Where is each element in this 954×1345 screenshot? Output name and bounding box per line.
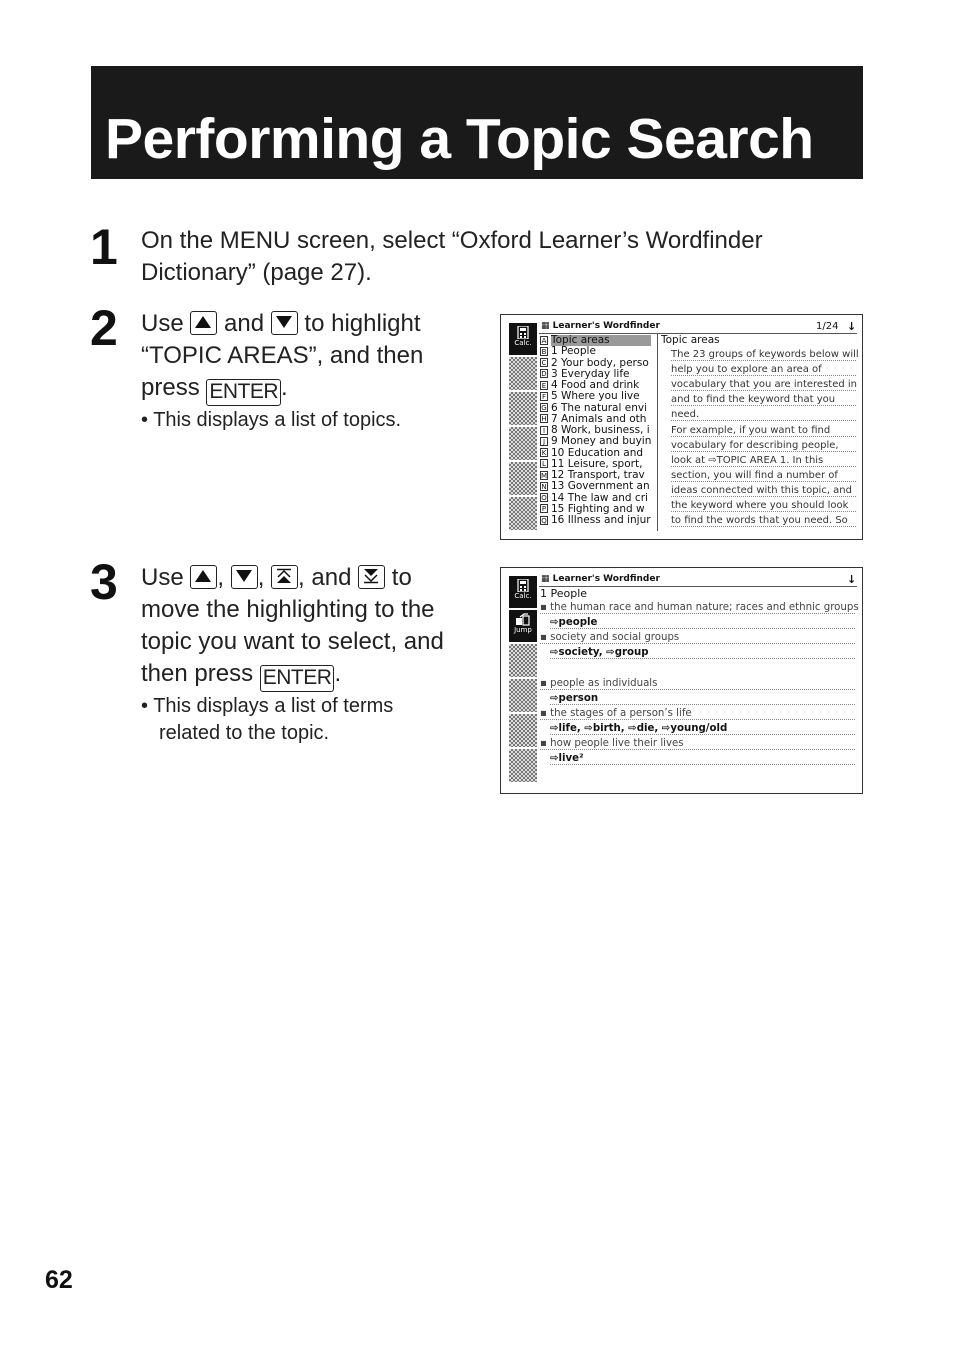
jump-icon[interactable]: [509, 610, 537, 642]
entry-keyword-link[interactable]: ⇨live²: [550, 753, 855, 765]
topic-list-label: 12 Transport, trav: [551, 469, 645, 481]
step-2-text: [141, 308, 423, 406]
shortcut-key-box: B: [541, 347, 547, 356]
shortcut-key-box: O: [541, 494, 547, 502]
entry-description: ▪ people as individuals: [540, 678, 855, 690]
right-pane-line: to find the words that you need. So: [671, 515, 856, 527]
shortcut-key-box: F: [541, 392, 547, 401]
step-3-bullet: [141, 693, 393, 747]
sidebar-pattern: [509, 462, 537, 495]
shortcut-key-box: E: [541, 381, 547, 390]
page-number: 62: [45, 1266, 73, 1294]
topic-list-label: 10 Education and: [551, 446, 644, 459]
topic-title: 1 People: [540, 587, 588, 600]
step-1-line-1: On the MENU screen, select “Oxford Learner’s Wordfinder: [141, 227, 763, 254]
enter-key-icon: ENTER: [260, 665, 335, 692]
shortcut-key-box: D: [541, 370, 547, 379]
title-bar: [91, 66, 863, 179]
step-2-use: Use: [141, 310, 184, 337]
shortcut-key-box: P: [541, 505, 547, 514]
page-title: Performing a Topic Search: [105, 107, 814, 171]
step-3-bullet-line-2: related to the topic.: [159, 722, 330, 744]
right-pane-line: and to find the keyword that you: [671, 394, 856, 406]
shortcut-key-box: I: [540, 426, 548, 435]
step-2-and: and: [224, 310, 265, 337]
sidebar-pattern: [509, 749, 537, 782]
sidebar-pattern: [509, 392, 537, 425]
step-3-number: 3: [90, 554, 118, 610]
shortcut-key-box: Q: [541, 516, 547, 525]
screen-topic-areas: [500, 314, 863, 540]
step-1-text: [141, 225, 763, 289]
down-arrow-key-icon: [231, 565, 258, 589]
topic-list-item[interactable]: [540, 515, 651, 526]
step-3-period: .: [334, 660, 342, 687]
down-arrow-key-icon: [271, 311, 298, 335]
sidebar-pattern: [509, 679, 537, 712]
shortcut-key-box: C: [541, 359, 547, 367]
screen-1-header: ▦ Learner's Wordfinder: [541, 321, 660, 331]
scroll-down-icon: ↓: [847, 573, 857, 586]
scroll-down-icon: ↓: [847, 320, 857, 333]
shortcut-key-box: J: [540, 437, 548, 446]
enter-key-icon: ENTER: [206, 379, 281, 406]
step-3-then-press: then press: [141, 660, 254, 687]
sidebar-pattern: [509, 714, 537, 747]
up-arrow-key-icon: [190, 311, 217, 335]
step-1-number: 1: [90, 219, 118, 275]
topic-list-label: Topic areas: [551, 335, 651, 346]
step-1-line-2: Dictionary” (page 27).: [141, 259, 372, 286]
step-2-press: press: [141, 374, 200, 401]
page-down-key-icon: [358, 565, 385, 589]
topic-list-label: 5 Where you live: [551, 390, 640, 403]
entry-description: ▪ how people live their lives: [540, 738, 855, 750]
shortcut-key-box: A: [541, 336, 547, 345]
step-2-number: 2: [90, 300, 118, 356]
right-pane-line: the keyword where you should look: [671, 500, 856, 512]
entry-description: ▪ the stages of a person’s life: [540, 708, 855, 720]
topic-list-label: 2 Your body, perso: [551, 356, 649, 369]
right-pane-title: Topic areas: [661, 334, 720, 346]
entry-keyword-link[interactable]: ⇨society, ⇨group: [550, 647, 855, 659]
step-3-to: to: [391, 564, 412, 591]
page-up-key-icon: [271, 565, 298, 589]
entry-keyword-link[interactable]: ⇨people: [550, 617, 855, 629]
topic-list-label: 6 The natural envi: [551, 401, 647, 414]
screen-topic-people: [500, 567, 863, 794]
shortcut-key-box: H: [541, 415, 547, 424]
topic-list-label: 15 Fighting and w: [551, 502, 645, 515]
step-3-bullet-line-1: • This displays a list of terms: [141, 695, 394, 717]
screen-2-sidebar: [509, 576, 537, 785]
calc-icon[interactable]: [509, 576, 537, 608]
right-pane-line: For example, if you want to find: [671, 425, 856, 437]
shortcut-key-box: L: [540, 459, 548, 468]
screen-1-sidebar: [509, 323, 537, 531]
right-pane-line: The 23 groups of keywords below will: [671, 349, 859, 360]
shortcut-key-box: N: [541, 482, 547, 491]
right-pane-line: help you to explore an area of: [671, 364, 856, 376]
topic-list-label: 14 The law and cri: [551, 491, 648, 504]
step-2-line-2: “TOPIC AREAS”, and then: [141, 342, 424, 369]
step-2-period: .: [281, 374, 288, 401]
step-3-comma: ,: [217, 564, 225, 591]
entry-description: ▪ the human race and human nature; races and ethnic groups: [540, 602, 859, 613]
step-2-to-highlight: to highlight: [304, 310, 421, 337]
topic-list-label: 1 People: [551, 345, 596, 358]
topic-list-label: 3 Everyday life: [551, 367, 630, 380]
step-3-text: [141, 562, 444, 692]
topic-list-label: 4 Food and drink: [551, 379, 640, 391]
right-pane-line: vocabulary for describing people,: [671, 440, 856, 452]
topic-list-label: 16 Illness and injur: [551, 514, 651, 526]
sidebar-pattern: [509, 427, 537, 460]
page-indicator: 1/24: [816, 321, 839, 332]
step-3-use: Use: [141, 564, 184, 591]
up-arrow-key-icon: [190, 565, 217, 589]
shortcut-key-box: M: [541, 471, 548, 480]
step-3-comma: ,: [257, 564, 265, 591]
calc-label: Calc.: [514, 339, 532, 347]
right-pane-line: need.: [671, 409, 856, 421]
topic-list-label: 9 Money and buyin: [551, 435, 652, 448]
topic-list-label: 7 Animals and oth: [551, 412, 647, 425]
screen-2-header: ▦ Learner's Wordfinder: [541, 574, 660, 584]
right-pane-line: vocabulary that you are interested in: [671, 379, 858, 391]
shortcut-key-box: G: [541, 404, 547, 412]
entry-keyword-link[interactable]: ⇨life, ⇨birth, ⇨die, ⇨young/old: [550, 723, 855, 735]
topic-list-label: 11 Leisure, sport,: [551, 457, 643, 470]
calc-label: Calc.: [514, 592, 532, 600]
sidebar-pattern: [509, 497, 537, 530]
right-pane-line: look at ⇨TOPIC AREA 1. In this: [671, 455, 856, 467]
topic-list-label: 8 Work, business, i: [551, 424, 650, 436]
pane-divider: [657, 333, 658, 531]
sidebar-pattern: [509, 644, 537, 677]
jump-label: Jump: [514, 626, 532, 634]
right-pane-line: ideas connected with this topic, and: [671, 485, 856, 497]
right-pane-line: section, you will find a number of: [671, 470, 856, 482]
topic-list-label: 13 Government an: [551, 480, 650, 493]
step-3-line-2: move the highlighting to the: [141, 596, 435, 623]
step-3-line-3: topic you want to select, and: [141, 628, 444, 655]
entry-description: ▪ society and social groups: [540, 632, 855, 644]
entry-keyword-link[interactable]: ⇨person: [550, 693, 855, 705]
calc-icon[interactable]: [509, 323, 537, 355]
sidebar-pattern: [509, 357, 537, 390]
shortcut-key-box: K: [541, 449, 547, 457]
step-2-bullet: • This displays a list of topics.: [141, 409, 402, 431]
step-3-and: , and: [298, 564, 352, 591]
